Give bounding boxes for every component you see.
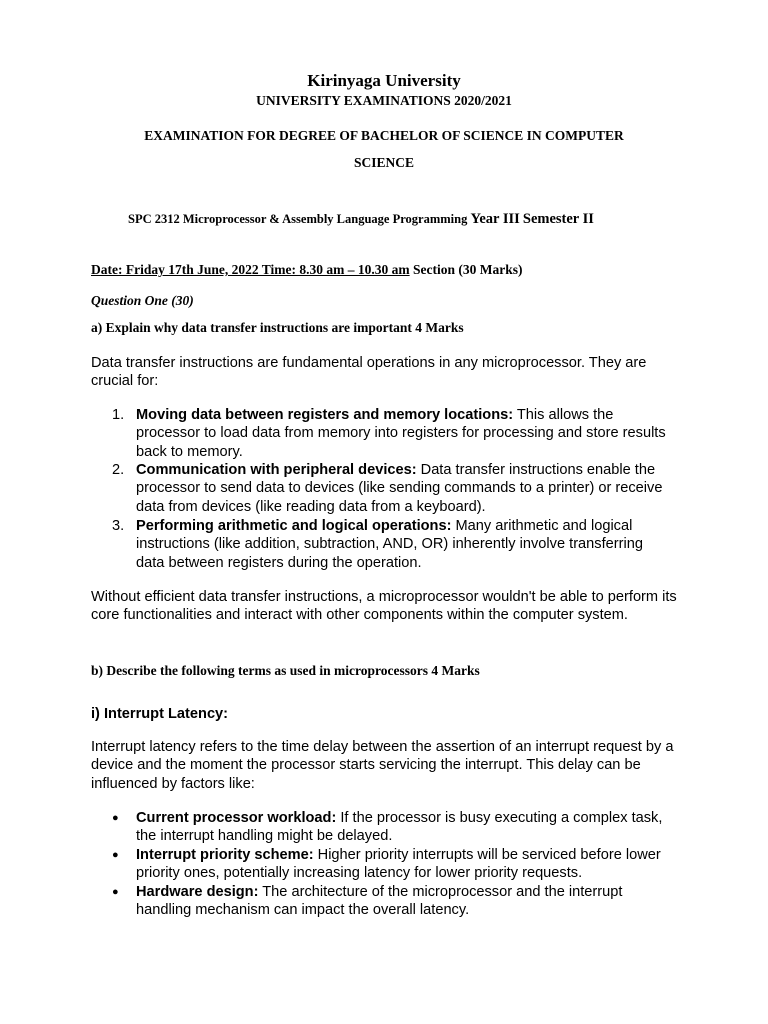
bullet-marker: ● xyxy=(112,812,119,824)
bullet-item-body xyxy=(136,883,672,920)
list-item-term: Communication with peripheral devices: xyxy=(136,462,417,478)
bullet-item xyxy=(112,809,672,846)
course-semester: Semester II xyxy=(522,211,594,227)
degree-title-line2: SCIENCE xyxy=(353,155,415,170)
list-item-body xyxy=(136,461,672,516)
part-b-heading: b) Describe the following terms as used in microprocessors 4 Marks xyxy=(91,663,480,678)
list-item xyxy=(112,461,672,516)
bullet-item xyxy=(112,883,672,920)
part-a-conclusion: Without efficient data transfer instructions, a microprocessor wouldn't be able to perform its core functionalities and interact with other components within the computer system. xyxy=(91,589,677,624)
list-marker: 1. xyxy=(112,407,125,423)
list-marker: 3. xyxy=(112,518,125,534)
list-item xyxy=(112,517,672,572)
exam-section: Section (30 Marks) xyxy=(412,262,523,277)
university-name: Kirinyaga University xyxy=(307,71,461,90)
bullet-item-term: Interrupt priority scheme: xyxy=(136,847,314,863)
question-one-title: Question One (30) xyxy=(91,293,194,308)
list-item-body xyxy=(136,517,672,572)
degree-title-line1: EXAMINATION FOR DEGREE OF BACHELOR OF SCIENCE IN COMPUTER xyxy=(144,128,624,143)
bullet-item-body xyxy=(136,846,672,883)
list-item-text: Data transfer instructions enable the processor to send data to devices (like sending commands to a printer) or receive data from devices (like reading data from a keyboard). xyxy=(136,462,663,515)
list-item-term: Moving data between registers and memory locations: xyxy=(136,407,514,423)
exam-date-time: Date: Friday 17th June, 2022 Time: 8.30 am – 10.30 am xyxy=(91,262,410,277)
bullet-marker: ● xyxy=(112,849,119,861)
course-code: SPC 2312 Microprocessor & Assembly Language Programming xyxy=(128,212,468,226)
part-a-heading: a) Explain why data transfer instructions are important 4 Marks xyxy=(91,320,464,335)
list-item-text: Many arithmetic and logical instructions (like addition, subtraction, AND, OR) inherently involve transferring data between registers during the operation. xyxy=(136,518,643,571)
exams-title: UNIVERSITY EXAMINATIONS 2020/2021 xyxy=(256,93,512,108)
bullet-item-body xyxy=(136,809,672,846)
course-line xyxy=(128,211,594,228)
list-item xyxy=(112,406,672,461)
list-item-body xyxy=(136,406,672,461)
course-year: Year III xyxy=(470,211,520,227)
bullet-item xyxy=(112,846,672,883)
list-item-term: Performing arithmetic and logical operations: xyxy=(136,518,452,534)
interrupt-latency-heading: i) Interrupt Latency: xyxy=(91,706,229,722)
part-a-intro: Data transfer instructions are fundamental operations in any microprocessor. They are crucial for: xyxy=(91,355,647,390)
bullet-item-text: The architecture of the microprocessor and the interrupt handling mechanism can impact the overall latency. xyxy=(136,884,623,919)
bullet-item-term: Current processor workload: xyxy=(136,810,337,826)
bullet-item-text: If the processor is busy executing a complex task, the interrupt handling might be delayed. xyxy=(136,810,663,845)
list-item-text: This allows the processor to load data from memory into registers for processing and store results back to memory. xyxy=(136,407,666,460)
list-marker: 2. xyxy=(112,462,125,478)
interrupt-latency-intro: Interrupt latency refers to the time delay between the assertion of an interrupt request by a device and the moment the processor starts servicing the interrupt. This delay can be influenced by factors like: xyxy=(91,739,674,792)
bullet-item-text: Higher priority interrupts will be serviced before lower priority ones, potentially increasing latency for lower priority requests. xyxy=(136,847,661,882)
bullet-marker: ● xyxy=(112,886,119,898)
bullet-item-term: Hardware design: xyxy=(136,884,259,900)
date-section-line xyxy=(91,262,522,278)
